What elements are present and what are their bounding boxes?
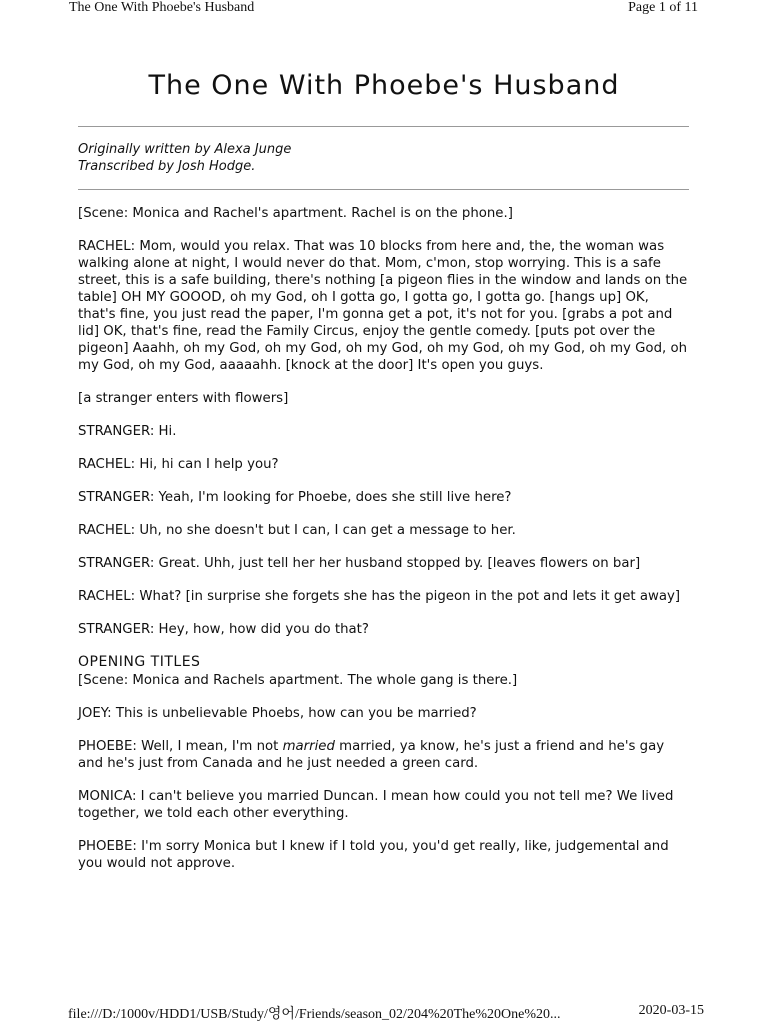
- script-paragraph: PHOEBE: I'm sorry Monica but I knew if I told you, you'd get really, like, judgemental and you would not approve.: [78, 839, 669, 871]
- script-paragraph: [Scene: Monica and Rachel's apartment. Rachel is on the phone.]: [78, 206, 513, 221]
- credit-transcriber: Transcribed by Josh Hodge.: [78, 159, 256, 174]
- footer-file-path: file:///D:/1000v/HDD1/USB/Study/영어/Friends/season_02/204%20The%20One%20...: [68, 1007, 561, 1022]
- script-paragraph: STRANGER: Great. Uhh, just tell her her husband stopped by. [leaves flowers on bar]: [78, 556, 641, 571]
- script-paragraph: RACHEL: Mom, would you relax. That was 10 blocks from here and, the, the woman was walking alone at night, I would never do that. Mom, c'mon, stop worrying. This is a safe street, this is a safe building, there's nothing [a pigeon flies in the window and lands on the table] OH MY GOOOD, oh my God, oh I gotta go, I gotta go, I gotta go. [hangs up] OK, that's fine, you just read the paper, I'm gonna get a pot, it's not for you. [grabs a pot and lid] OK, that's fine, read the Family Circus, enjoy the gentle comedy. [puts pot over the pigeon] Aaahh, oh my God, oh my God, oh my God, oh my God, oh my God, oh my God, oh my God, oh my God, aaaaahh. [knock at the door] It's open you guys.: [78, 239, 688, 373]
- bottom-divider: [78, 189, 689, 190]
- script-paragraph: MONICA: I can't believe you married Duncan. I mean how could you not tell me? We lived together, we told each other everything.: [78, 789, 674, 821]
- header-page-number: Page 1 of 11: [628, 0, 698, 15]
- script-paragraph: STRANGER: Yeah, I'm looking for Phoebe, does she still live here?: [78, 490, 512, 505]
- page-footer: [0, 1003, 768, 1023]
- credit-writer: Originally written by Alexa Junge: [78, 142, 292, 157]
- script-paragraph: STRANGER: Hey, how, how did you do that?: [78, 622, 369, 637]
- credits: [78, 141, 689, 175]
- page-title: The One With Phoebe's Husband: [148, 70, 620, 101]
- header-doc-title: The One With Phoebe's Husband: [69, 0, 255, 15]
- script-text: married, ya know, he's just a friend and he's gay and he's just from Canada and he just needed a green card.: [78, 739, 665, 771]
- footer-date: 2020-03-15: [638, 1003, 704, 1018]
- script-paragraph: [78, 738, 690, 772]
- script-paragraph: [a stranger enters with flowers]: [78, 391, 289, 406]
- script-paragraph: [Scene: Monica and Rachels apartment. The whole gang is there.]: [78, 673, 518, 688]
- script-paragraph: RACHEL: What? [in surprise she forgets she has the pigeon in the pot and lets it get away]: [78, 589, 681, 604]
- script-text: PHOEBE: Well, I mean, I'm not: [78, 739, 283, 754]
- top-divider: [78, 126, 689, 127]
- script-paragraph: STRANGER: Hi.: [78, 424, 177, 439]
- script-paragraph: RACHEL: Uh, no she doesn't but I can, I can get a message to her.: [78, 523, 516, 538]
- emphasis-text: married: [282, 739, 335, 754]
- script-body: [78, 205, 690, 888]
- script-paragraph: JOEY: This is unbelievable Phoebs, how can you be married?: [78, 706, 477, 721]
- script-paragraph: RACHEL: Hi, hi can I help you?: [78, 457, 279, 472]
- page-header: [0, 0, 768, 20]
- section-heading: OPENING TITLES: [78, 654, 201, 670]
